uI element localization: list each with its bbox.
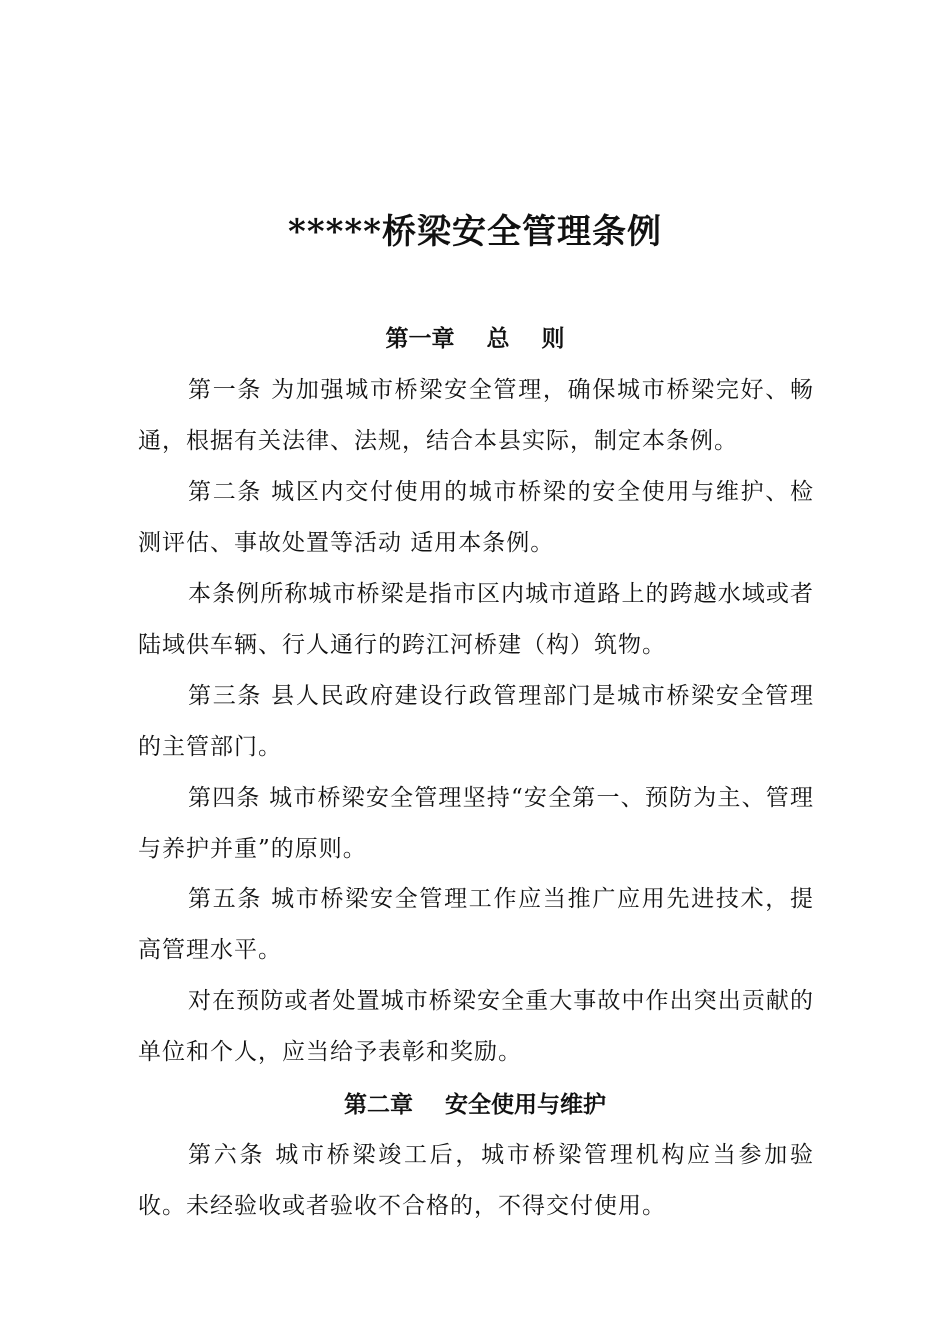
article-paragraph: 第五条 城市桥梁安全管理工作应当推广应用先进技术，提高管理水平。 xyxy=(138,886,814,963)
article-paragraph: 对在预防或者处置城市桥梁安全重大事故中作出突出贡献的单位和个人，应当给予表彰和奖励。 xyxy=(138,988,814,1065)
article-paragraph: 第三条 县人民政府建设行政管理部门是城市桥梁安全管理的主管部门。 xyxy=(138,683,814,760)
article-paragraph: 第一条 为加强城市桥梁安全管理，确保城市桥梁完好、畅通，根据有关法律、法规，结合本县实际，制定本条例。 xyxy=(138,377,814,454)
article-paragraph: 第六条 城市桥梁竣工后，城市桥梁管理机构应当参加验收。未经验收或者验收不合格的，不得交付使用。 xyxy=(138,1142,814,1219)
article-paragraph: 第四条 城市桥梁安全管理坚持“安全第一、预防为主、管理与养护并重”的原则。 xyxy=(138,785,814,862)
chapter-heading: 第二章 安全使用与维护 xyxy=(343,1091,607,1118)
document-title: *****桥梁安全管理条例 xyxy=(288,212,662,252)
article-paragraph: 第二条 城区内交付使用的城市桥梁的安全使用与维护、检测评估、事故处置等活动 适用本条例。 xyxy=(138,479,814,556)
article-paragraph: 本条例所称城市桥梁是指市区内城市道路上的跨越水域或者陆域供车辆、行人通行的跨江河桥建（构）筑物。 xyxy=(138,581,814,658)
chapter-heading: 第一章 总 则 xyxy=(385,325,565,352)
